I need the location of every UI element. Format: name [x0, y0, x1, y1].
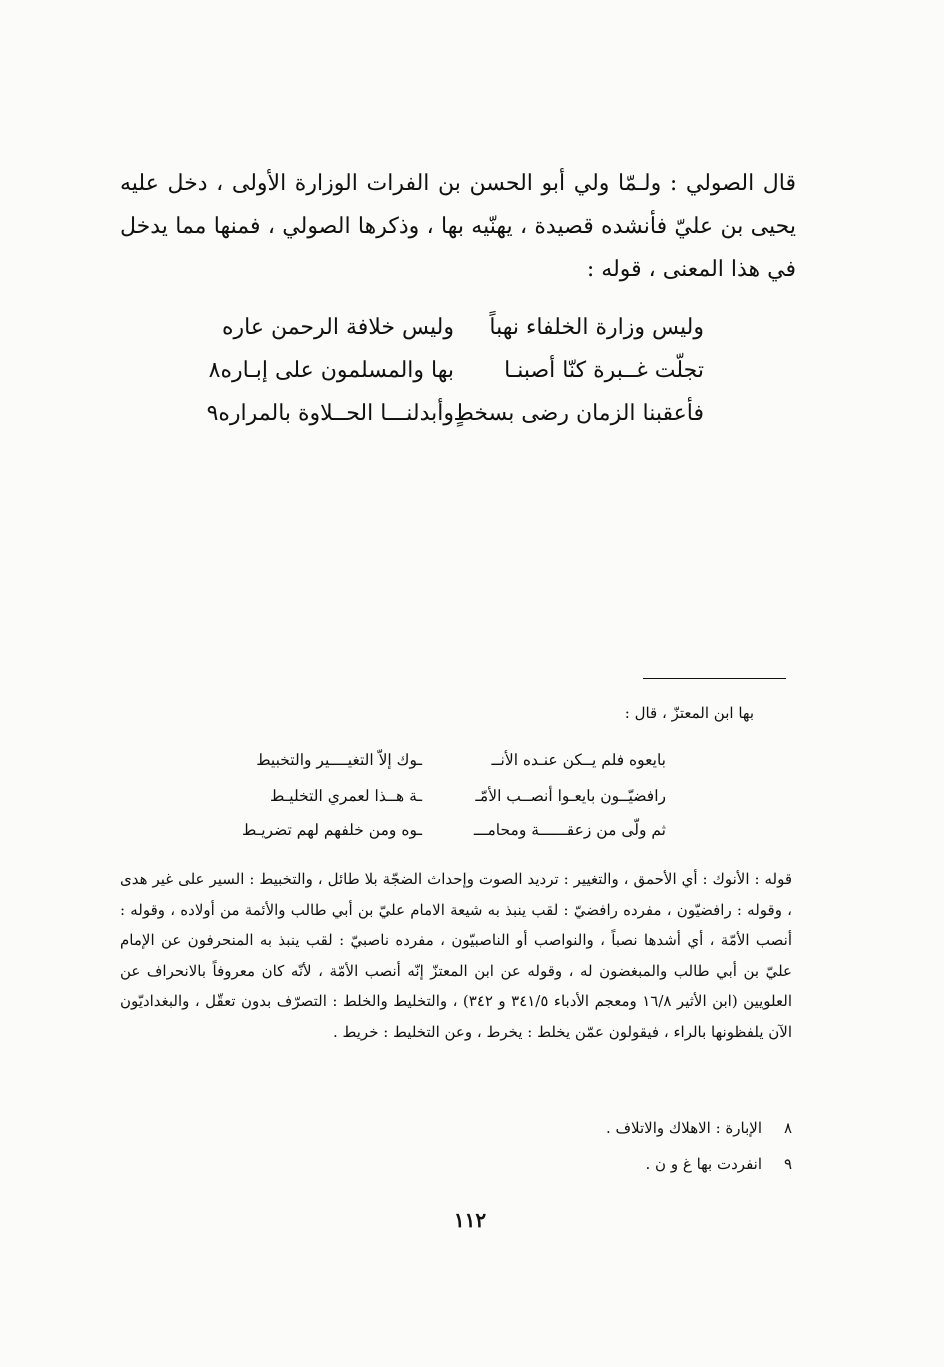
footnote-8 [606, 1114, 792, 1142]
footnote-intro: بها ابن المعتزّ ، قال : [624, 704, 754, 722]
poem-line-2-right: تجلّت غــبرة كنّا أصبنـا [504, 358, 704, 383]
footnote-8-number: ٨ [783, 1119, 792, 1137]
main-paragraph-text: قال الصولي : ولـمّا ولي أبو الحسن بن الفرات الوزارة الأولى ، دخل عليه يحيى بن عليّ فأنشده قصيدة ، يهنّيه بها ، وذكرها الصولي ، فمنها مما يدخل في هذا المعنى ، قوله : [120, 171, 796, 282]
page-number: ١١٢ [453, 1208, 487, 1232]
main-paragraph [120, 162, 796, 291]
footnote-verse-3-left: ـوه ومن خلفهم لهم تضريـط [241, 821, 422, 839]
footnote-8-text: الإبارة : الاهلاك والاتلاف . [605, 1119, 762, 1137]
poem-line-3-right: فأعقبنا الزمان رضى بسخطٍ [453, 401, 704, 426]
footnote-9 [646, 1150, 792, 1178]
footnote-notes-text: قوله : الأنوك : أي الأحمق ، والتغيير : ترديد الصوت وإحداث الضجّة بلا طائل ، والتخبيط : السير على غير هدى ، وقوله : رافضيّون ، مفرده رافضيّ : لقب ينبذ به شيعة الامام عليّ بن أبي طالب والأئمة من أولاده ، وقوله : أنصب الأمّة ، أي أشدها نصباً ، والنواصب أو الناصبيّون ، مفرده ناصبيّ : لقب ينبذ به المنحرفون عن الإمام عليّ بن أبي طالب والمبغضون له ، وقوله عن ابن المعتزّ إنّه أنصب الأمّة ، لأنّه كان معروفاً بالانحراف عن العلويين (ابن الأثير ١٦/٨ ومعجم الأدباء ٣٤١/٥ و ٣٤٢) ، والتخليط والخلط : التصرّف بدون تعقّل ، والبغداديّون الآن يلفظونها بالراء ، فيقولون عمّن يخلط : يخرط ، وعن التخليط : خريط . [120, 870, 792, 1041]
footnote-notes [120, 864, 792, 1047]
footnote-9-number: ٩ [783, 1155, 792, 1173]
poem-line-1-left: وليس خلافة الرحمن عاره [221, 315, 454, 340]
footnote-verse-1-left: ـوك إلاّ التغيــــير والتخبيط [256, 751, 422, 769]
footnote-verse-2-right: رافضيّــون بايعـوا أنصــب الأمّـ [475, 787, 666, 805]
poem-line-3-left: وأبدلنـــا الحــلاوة بالمراره٩ [206, 401, 454, 426]
footnote-verse-2-left: ـة هــذا لعمري التخليـط [270, 787, 422, 805]
footnote-separator [643, 678, 786, 679]
footnote-9-text: انفردت بها غ و ن . [645, 1155, 762, 1173]
footnote-verse-1-right: بايعوه فلم يــكن عنـده الأنــ [491, 751, 666, 769]
footnote-verse-3-right: ثم ولّى من زعقــــــة ومحامـــ [473, 821, 666, 839]
poem-line-2-left: بها والمسلمون على إبـاره٨ [208, 358, 454, 383]
poem-line-1-right: وليس وزارة الخلفاء نهباً [489, 315, 704, 340]
